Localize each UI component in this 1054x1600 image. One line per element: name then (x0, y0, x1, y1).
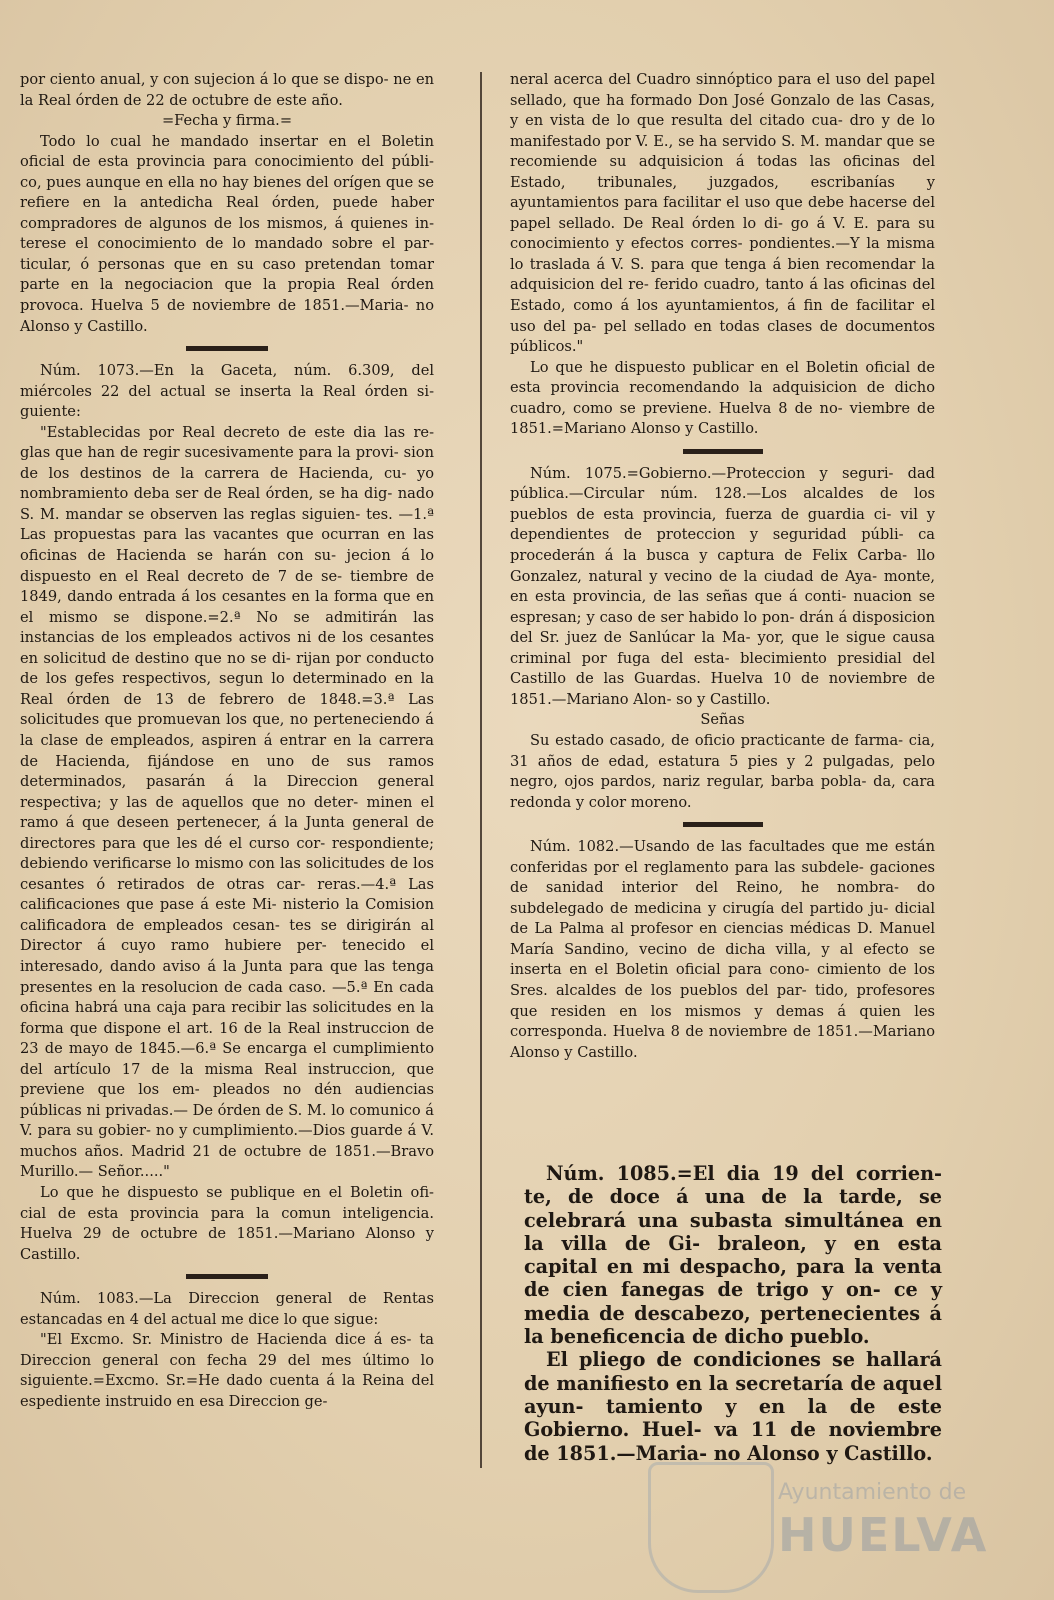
paragraph-num-1075: Núm. 1075.=Gobierno.—Proteccion y seguri- dad pública.—Circular núm. 128.—Los alcaldes de los pueblos de esta provincia, fuerza de guardia ci- vil y dependientes de proteccion y seguridad públi- ca procederán á la busca y captura de Felix Carba- llo Gonzalez, natural y vecino de la ciudad de Aya- monte, en esta provincia, de las señas que á conti- nuacion se espresan; y caso de ser habido lo pon- drán á disposicion del Sr. juez de Sanlúcar la Ma- yor, que le sigue causa criminal por fuga del esta- blecimiento presidial del Castillo de las Guardas. Huelva 10 de noviembre de 1851.—Mariano Alon- so y Castillo. (510, 464, 935, 708)
paragraph-num-1082: Núm. 1082.—Usando de las facultades que me están conferidas por el reglamento para las subdele- gaciones de sanidad interior del Reino, he nombra- do subdelegado de medicina y cirugía del partido ju- dicial de La Palma al profesor en ciencias médicas D. Manuel María Sandino, vecino de dicha villa, y al efecto se inserta en el Boletin oficial para cono- cimiento de los Sres. alcaldes de los pueblos del par- tido, profesores que residen en los mismos y demas á quien les corresponda. Huelva 8 de noviembre de 1851.—Mariano Alonso y Castillo. (510, 838, 935, 1061)
watermark-line1: Ayuntamiento de (778, 1480, 967, 1505)
left-column (20, 70, 434, 1412)
paragraph-num-1083-intro: Núm. 1083.—La Direccion general de Rentas estancadas en 4 del actual me dice lo que sigue: (20, 1290, 434, 1328)
section-rule (683, 449, 763, 454)
paragraph-num-1073-closing: Lo que he dispuesto se publique en el Boletin ofi- cial de esta provincia para la comun inteligencia. Huelva 29 de octubre de 1851.—Mariano Alonso y Castillo. (20, 1183, 434, 1263)
paragraph-insert-notice: Todo lo cual he mandado insertar en el Boletin oficial de esta provincia para conocimiento del públi- co, pues aunque en ella no hay bienes del orígen que se refiere en la antedicha Real órden, puede haber compradores de algunos de los mismos, á quienes in- terese el conocimiento de lo mandado sobre el par- ticular, ó personas que en su caso pretendan tomar parte en la negociacion que la propia Real órden provoca. Huelva 5 de noviembre de 1851.—Maria- no Alonso y Castillo. (20, 132, 434, 335)
column-divider (480, 72, 482, 1468)
notice-paragraph-conditions: El pliego de condiciones se hallará de manifiesto en la secretaría de aquel ayun- tamiento y en la de este Gobierno. Huel- va 11 de noviembre de 1851.—Maria- no Alonso y Castillo. (524, 1348, 942, 1465)
watermark-line2: HUELVA (778, 1508, 989, 1562)
paragraph-continuation: por ciento anual, y con sujecion á lo que se dispo- ne en la Real órden de 22 de octubre de este año. (20, 71, 434, 109)
section-rule (186, 346, 268, 351)
signature-note: =Fecha y firma.= (161, 112, 293, 130)
paragraph-senas: Su estado casado, de oficio practicante de farma- cia, 31 años de edad, estatura 5 pies y 2 pulgadas, pelo negro, ojos pardos, nariz regular, barba pobla- da, cara redonda y color moreno. (510, 731, 935, 811)
paragraph-num-1083-closing: Lo que he dispuesto publicar en el Boletin oficial de esta provincia recomendando la adquisicion de dicho cuadro, como se previene. Huelva 8 de no- viembre de 1851.=Mariano Alonso y Castillo. (510, 358, 935, 438)
right-column (510, 70, 935, 1063)
paragraph-num-1083-continuation: neral acerca del Cuadro sinnóptico para el uso del papel sellado, que ha formado Don José Gonzalo de las Casas, y en vista de lo que resulta del citado cua- dro y de lo manifestado por V. E., se ha servido S. M. mandar que se recomiende su adquisicion á todas las oficinas del Estado, tribunales, juzgados, escribanías y ayuntamientos para facilitar el uso que debe hacerse del papel sellado. De Real órden lo di- go á V. E. para su conocimiento y efectos corres- pondientes.—Y la misma lo traslada á V. S. para que tenga á bien recomendar la adquisicion del re- ferido cuadro, tanto á las oficinas del Estado, como á los ayuntamientos, á fin de facilitar el uso del pa- pel sellado en todas clases de documentos públicos." (510, 71, 935, 356)
section-rule (683, 822, 763, 827)
paragraph-num-1073-intro: Núm. 1073.—En la Gaceta, núm. 6.309, del miércoles 22 del actual se inserta la Real órden si- guiente: (20, 362, 434, 421)
section-rule (186, 1274, 268, 1279)
shield-icon (648, 1462, 774, 1593)
paragraph-num-1073-order: "Establecidas por Real decreto de este dia las re- glas que han de regir sucesivamente para la provi- sion de los destinos de la carrera de Hacienda, cu- yo nombramiento deba ser de Real órden, se ha dig- nado S. M. mandar se observen las reglas siguien- tes. —1.ª Las propuestas para las vacantes que ocurran en las oficinas de Hacienda se harán con su- jecion á lo dispuesto en el Real decreto de 7 de se- tiembre de 1849, dando entrada á los cesantes en la forma que en el mismo se dispone.=2.ª No se admitirán las instancias de los empleados activos ni de los cesantes en solicitud de destino que no se di- rijan por conducto de los gefes respectivos, segun lo determinado en la Real órden de 13 de febrero de 1848.=3.ª Las solicitudes que promuevan los que, no perteneciendo á la clase de empleados, aspiren á entrar en la carrera de Hacienda, fijándose en uno de sus ramos determinados, pasarán á la Direccion general respectiva; y las de aquellos que no deter- minen el ramo á que deseen pertenecer, á la Junta general de directores para que les dé el curso cor- respondiente; debiendo verificarse lo mismo con las solicitudes de los cesantes ó retirados de otras car- reras.—4.ª Las calificaciones que pase á este Mi- nisterio la Comision calificadora de empleados cesan- tes se dirigirán al Director á cuyo ramo hubiere per- tenecido el interesado, dando aviso á la Junta para que las tenga presentes en la resolucion de cada caso. —5.ª En cada oficina habrá una caja para recibir las solicitudes en la forma que dispone el art. 16 de la Real instruccion de 23 de mayo de 1845.—6.ª Se encarga el cumplimiento del artículo 17 de la misma Real instruccion, que previene que los em- pleados no dén audiencias públicas ni privadas.— De órden de S. M. lo comunico á V. para su gobier- no y cumplimiento.—Dios guarde á V. muchos años. Madrid 21 de octubre de 1851.—Bravo Murillo.— Señor....." (20, 423, 434, 1181)
paragraph-num-1083-body: "El Excmo. Sr. Ministro de Hacienda dice á es- ta Direccion general con fecha 29 del mes último lo siguiente.=Excmo. Sr.=He dado cuenta á la Reina del espediente instruido en esa Direccion ge- (20, 1331, 434, 1410)
senas-heading: Señas (700, 711, 745, 729)
watermark (648, 1462, 989, 1592)
notice-num-1085 (524, 1162, 942, 1465)
notice-paragraph-auction: Núm. 1085.=El dia 19 del corrien- te, de doce á una de la tarde, se celebrará una subasta simultánea en la villa de Gi- braleon, y en esta capital en mi despacho, para la venta de cien fanegas de trigo y on- ce y media de descabezo, pertenecientes á la beneficencia de dicho pueblo. (524, 1162, 942, 1349)
